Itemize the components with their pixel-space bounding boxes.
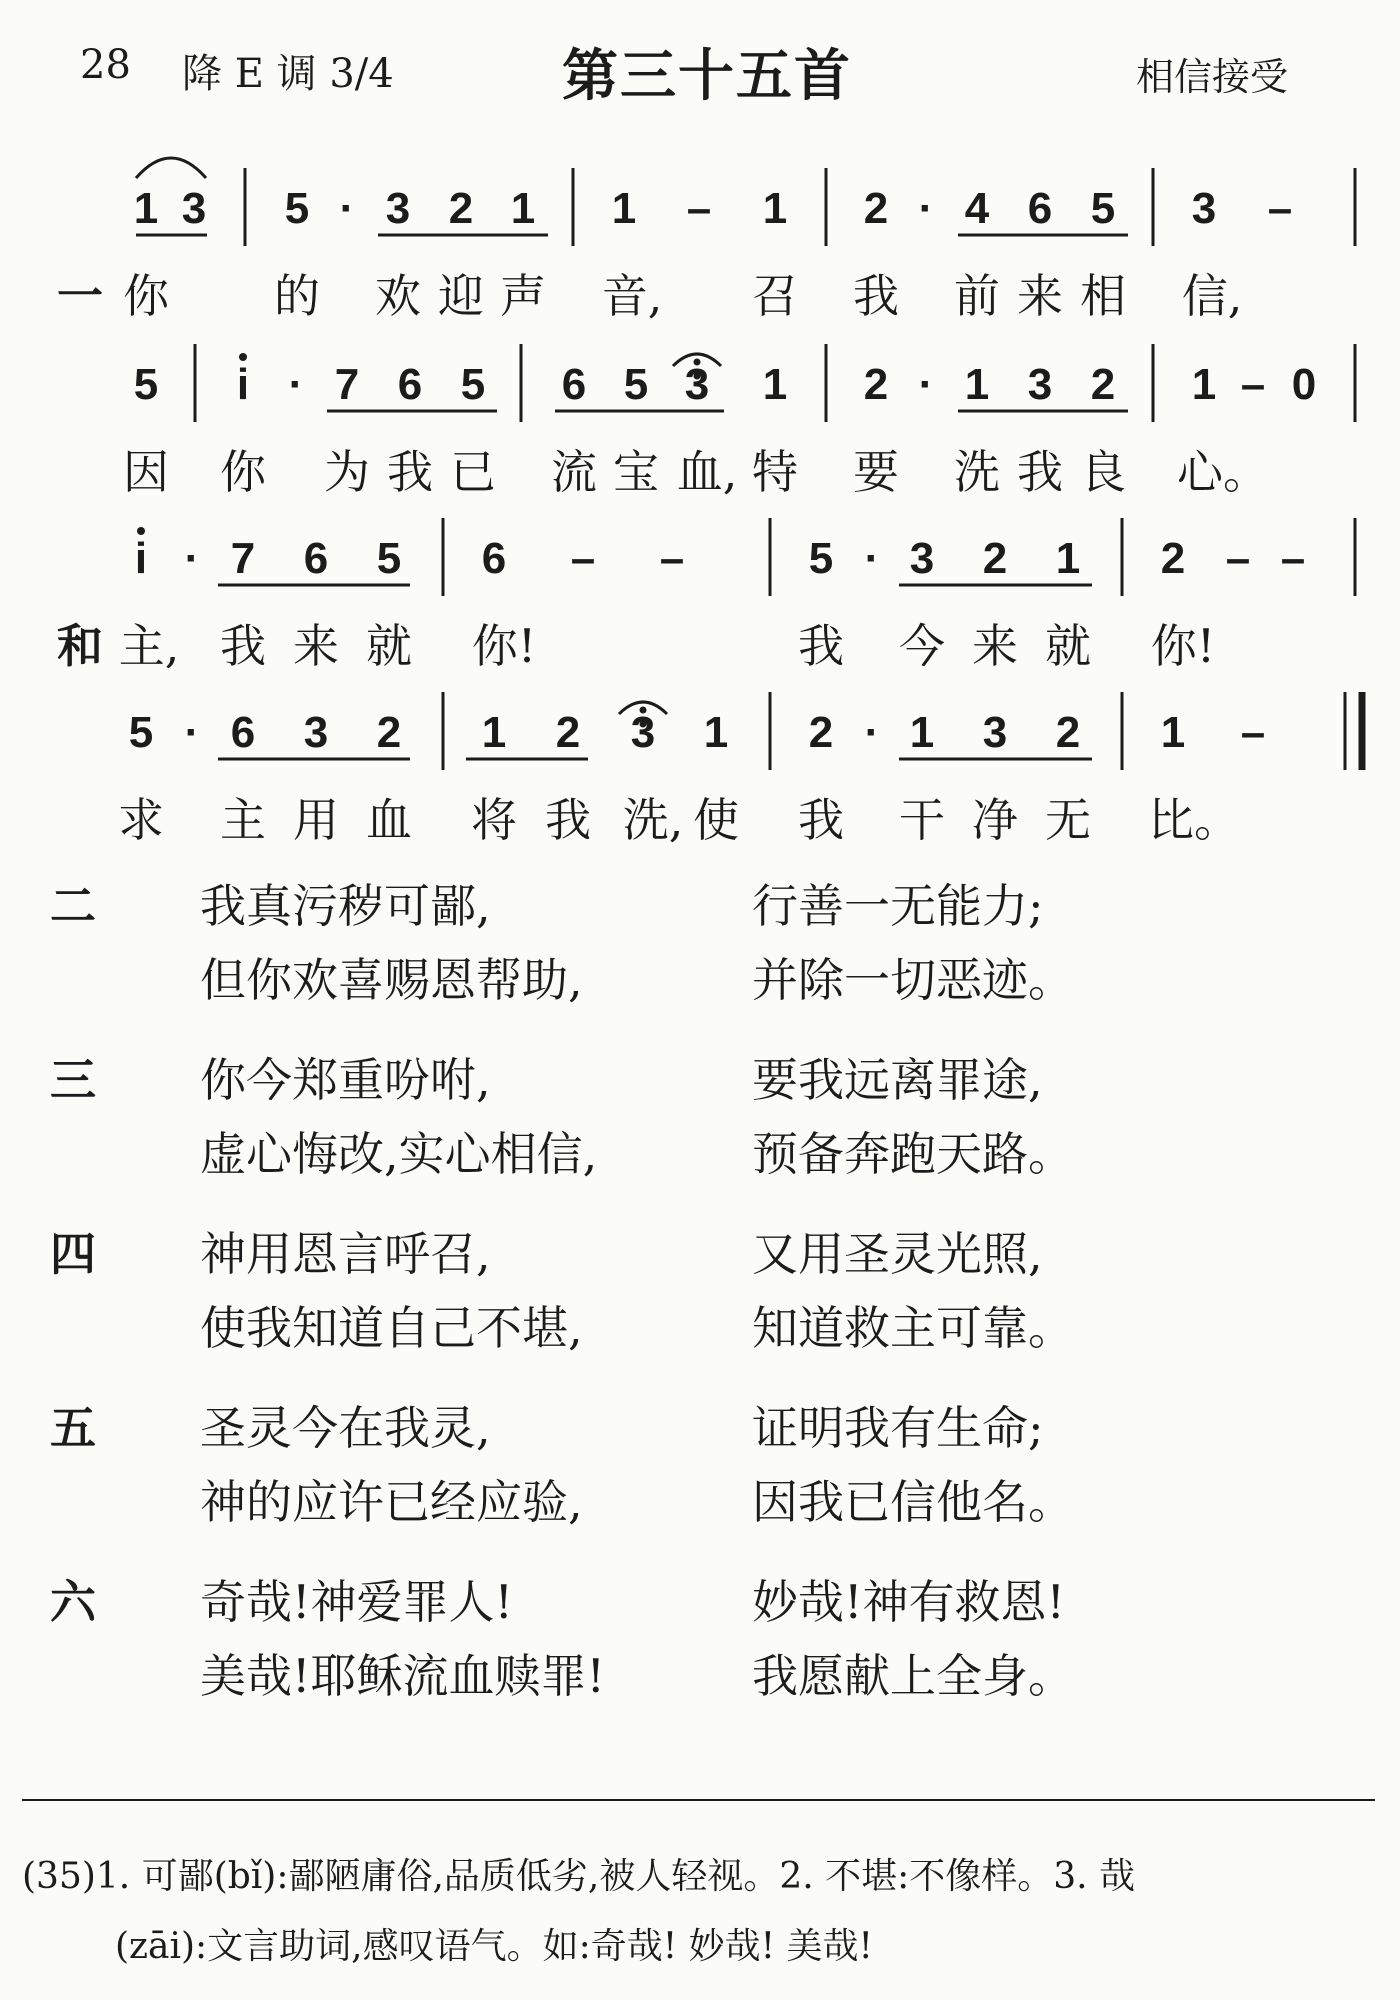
hymn-title: 第三十五首 <box>562 44 852 109</box>
lyric: 要 <box>853 445 899 499</box>
note: 6 <box>561 360 587 409</box>
note: 3 <box>982 708 1008 757</box>
note-dot: · <box>864 708 880 757</box>
note: 3 <box>303 708 329 757</box>
note: 2 <box>808 708 834 757</box>
lyric: 主, <box>118 619 180 673</box>
lyric: 我 <box>387 445 433 499</box>
lyric: 召 <box>752 269 798 323</box>
note: 3 <box>1191 184 1217 233</box>
note: 2 <box>863 360 889 409</box>
verse-number: 二 <box>50 879 96 933</box>
note-dash: – <box>1267 184 1293 233</box>
lyric: 净 <box>972 793 1018 847</box>
verse-line: 我真污秽可鄙, <box>200 879 491 933</box>
note: 1 <box>964 360 990 409</box>
lyric: 相 <box>1080 269 1126 323</box>
verse-line: 奇哉!神爱罪人! <box>200 1575 513 1629</box>
lyric: 我 <box>1017 445 1063 499</box>
hymn-subtitle: 相信接受 <box>1136 55 1289 99</box>
lyric: 你! <box>471 619 537 673</box>
note-dot: · <box>184 708 200 757</box>
note: 3 <box>909 534 935 583</box>
verse-line: 妙哉!神有救恩! <box>752 1575 1065 1629</box>
lyric: 就 <box>1045 619 1091 673</box>
lyric: 前 <box>954 269 1000 323</box>
verse-number: 三 <box>50 1053 96 1107</box>
note: 5 <box>133 360 159 409</box>
chorus-label: 和 <box>57 619 103 673</box>
lyric: 我 <box>220 619 266 673</box>
lyric: 洗, <box>622 793 684 847</box>
lyric: 宝 <box>613 445 659 499</box>
note: 5 <box>284 184 310 233</box>
verse-line: 要我远离罪途, <box>752 1053 1043 1107</box>
note: 1 <box>1160 708 1186 757</box>
note-fermata: 3 <box>684 360 710 409</box>
verse-number: 六 <box>50 1575 96 1629</box>
note: 3 <box>181 184 207 233</box>
lyric: 良 <box>1080 445 1126 499</box>
note: 1 <box>1055 534 1081 583</box>
lyric: 求 <box>118 793 164 847</box>
note: 4 <box>964 184 990 233</box>
note-dot: · <box>288 360 304 409</box>
footnote-line: (35)1. 可鄙(bǐ):鄙陋庸俗,品质低劣,被人轻视。2. 不堪:不像样。3. 哉 <box>22 1856 1136 1897</box>
note-dash: – <box>686 184 712 233</box>
note: 1 <box>762 360 788 409</box>
verse-number: 四 <box>50 1227 96 1281</box>
lyric: 声 <box>500 269 546 323</box>
note: 1 <box>611 184 637 233</box>
note: 6 <box>230 708 256 757</box>
note: 5 <box>376 534 402 583</box>
lyric: 你! <box>1150 619 1216 673</box>
verse-line: 圣灵今在我灵, <box>200 1401 491 1455</box>
lyric: 流 <box>551 445 597 499</box>
lyric: 就 <box>366 619 412 673</box>
lyric: 无 <box>1045 793 1091 847</box>
verse-line: 使我知道自己不堪, <box>200 1301 583 1355</box>
verse-line: 神的应许已经应验, <box>200 1475 583 1529</box>
lyric: 来 <box>293 619 339 673</box>
lyric: 主 <box>220 793 266 847</box>
verse-line: 神用恩言呼召, <box>200 1227 491 1281</box>
note: 1 <box>510 184 536 233</box>
verse-line: 但你欢喜赐恩帮助, <box>200 953 583 1007</box>
note-dot: · <box>918 184 934 233</box>
note: i <box>134 534 148 583</box>
note: 6 <box>481 534 507 583</box>
verse-line: 证明我有生命; <box>752 1401 1044 1455</box>
verse-number: 五 <box>50 1401 96 1455</box>
note: i <box>236 360 250 409</box>
note-dot: · <box>184 534 200 583</box>
lyric: 将 <box>471 793 517 847</box>
lyric: 我 <box>798 619 844 673</box>
lyric: 比。 <box>1148 793 1240 847</box>
lyric: 血 <box>366 793 412 847</box>
note: 5 <box>128 708 154 757</box>
note: 5 <box>808 534 834 583</box>
verse-number: 一 <box>57 269 103 323</box>
note: 1 <box>909 708 935 757</box>
verse-line: 美哉!耶稣流血赎罪! <box>200 1649 605 1703</box>
lyric: 来 <box>1017 269 1063 323</box>
lyric: 我 <box>853 269 899 323</box>
note: 6 <box>303 534 329 583</box>
note: 1 <box>703 708 729 757</box>
lyric: 音, <box>601 269 663 323</box>
lyric: 迎 <box>438 269 484 323</box>
note: 2 <box>376 708 402 757</box>
lyric: 心。 <box>1177 445 1269 499</box>
lyric: 干 <box>899 793 945 847</box>
lyric: 用 <box>293 793 339 847</box>
note: 7 <box>230 534 256 583</box>
page-number: 28 <box>80 42 131 88</box>
lyric: 我 <box>798 793 844 847</box>
note: 2 <box>1055 708 1081 757</box>
note: 1 <box>762 184 788 233</box>
lyric: 信, <box>1181 269 1243 323</box>
lyric: 欢 <box>375 269 421 323</box>
verse-line: 预备奔跑天路。 <box>752 1127 1074 1181</box>
verse-line: 虚心悔改,实心相信, <box>200 1127 598 1181</box>
note: 5 <box>460 360 486 409</box>
lyric: 特 <box>752 445 798 499</box>
note-dot: · <box>864 534 880 583</box>
note: 6 <box>397 360 423 409</box>
note-dash: – <box>1225 534 1251 583</box>
lyric: 来 <box>972 619 1018 673</box>
note-dash: – <box>1280 534 1306 583</box>
note-dot: · <box>918 360 934 409</box>
verse-line: 行善一无能力; <box>752 879 1044 933</box>
lyric: 的 <box>274 269 320 323</box>
lyric: 你 <box>123 269 169 323</box>
lyric: 血, <box>676 445 738 499</box>
note-rest: 0 <box>1291 360 1317 409</box>
note: 2 <box>1160 534 1186 583</box>
note: 2 <box>448 184 474 233</box>
key-signature: 降 E 调 3/4 <box>182 51 394 97</box>
note-fermata: 3 <box>630 708 656 757</box>
note: 2 <box>1090 360 1116 409</box>
lyric: 今 <box>899 619 945 673</box>
note: 1 <box>1191 360 1217 409</box>
note-dash: – <box>1240 708 1266 757</box>
lyric: 你 <box>220 445 266 499</box>
verse-line: 你今郑重吩咐, <box>200 1053 491 1107</box>
verse-line: 因我已信他名。 <box>752 1475 1074 1529</box>
note: 2 <box>863 184 889 233</box>
lyric: 我 <box>545 793 591 847</box>
note-dot: · <box>339 184 355 233</box>
note-dash: – <box>1240 360 1266 409</box>
verse-line: 又用圣灵光照, <box>752 1227 1043 1281</box>
note: 5 <box>1090 184 1116 233</box>
note: 1 <box>481 708 507 757</box>
note-dash: – <box>570 534 596 583</box>
lyric: 为 <box>324 445 370 499</box>
lyric: 洗 <box>954 445 1000 499</box>
note: 3 <box>1027 360 1053 409</box>
lyric: 使 <box>693 793 739 847</box>
note-dash: – <box>659 534 685 583</box>
footnote-line: (zāi):文言助词,感叹语气。如:奇哉! 妙哉! 美哉! <box>115 1926 874 1967</box>
note: 5 <box>623 360 649 409</box>
note: 2 <box>982 534 1008 583</box>
note: 7 <box>334 360 360 409</box>
note: 2 <box>555 708 581 757</box>
verse-line: 并除一切恶迹。 <box>752 953 1074 1007</box>
note: 1 <box>133 184 159 233</box>
verse-line: 我愿献上全身。 <box>752 1649 1074 1703</box>
note: 3 <box>385 184 411 233</box>
lyric: 已 <box>450 445 496 499</box>
verse-line: 知道救主可靠。 <box>752 1301 1074 1355</box>
note: 6 <box>1027 184 1053 233</box>
lyric: 因 <box>123 445 169 499</box>
